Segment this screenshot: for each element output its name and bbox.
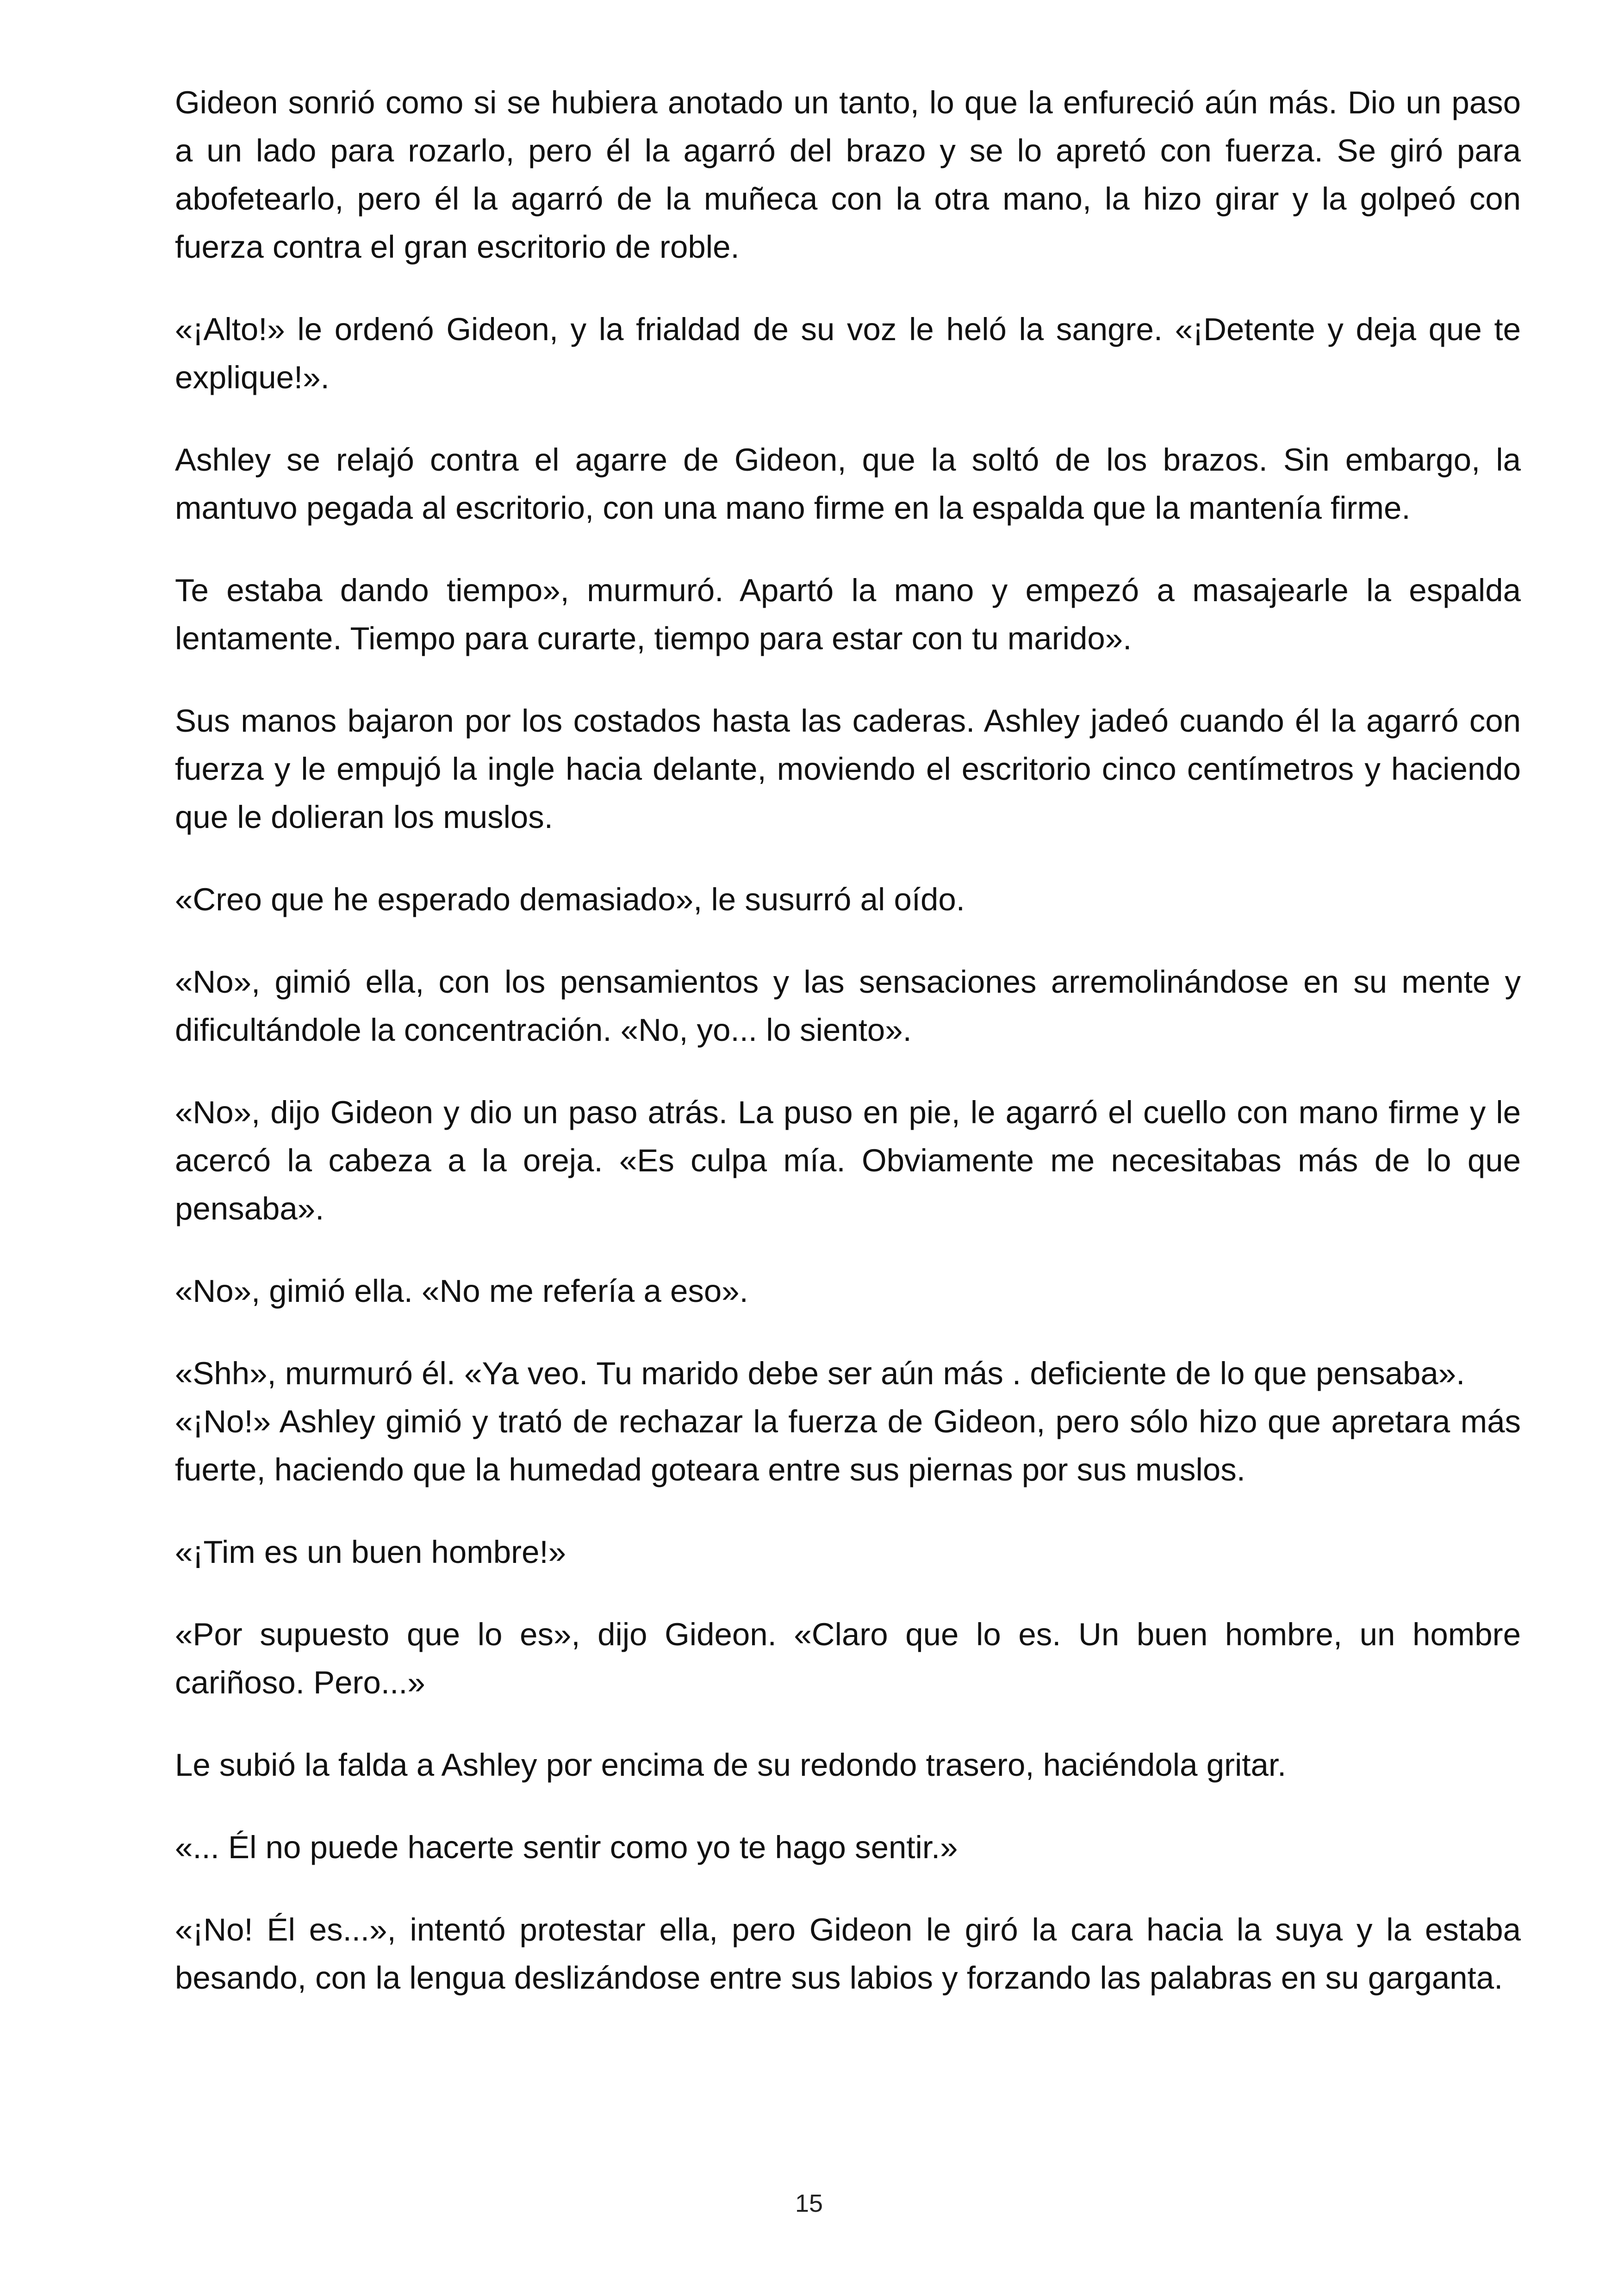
paragraph: «Por supuesto que lo es», dijo Gideon. «Claro que lo es. Un buen hombre, un hombre cariñoso. Pero...» <box>175 1617 1521 1700</box>
paragraph: Te estaba dando tiempo», murmuró. Apartó la mano y empezó a masajearle la espalda lentamente. Tiempo para curarte, tiempo para estar con tu marido». <box>175 572 1521 656</box>
paragraph: Ashley se relajó contra el agarre de Gideon, que la soltó de los brazos. Sin embargo, la mantuvo pegada al escritorio, con una mano firme en la espalda que la mantenía firme. <box>175 442 1521 526</box>
paragraph: «¡No!» Ashley gimió y trató de rechazar la fuerza de Gideon, pero sólo hizo que apretara más fuerte, haciendo que la humedad goteara entre sus piernas por sus muslos. <box>175 1404 1521 1487</box>
paragraph: «¡Alto!» le ordenó Gideon, y la frialdad de su voz le heló la sangre. «¡Detente y deja que te explique!». <box>175 311 1521 395</box>
paragraph: «... Él no puede hacerte sentir como yo te hago sentir.» <box>175 1829 958 1865</box>
paragraph: «No», gimió ella, con los pensamientos y las sensaciones arremolinándose en su mente y dificultándole la concentración. «No, yo... lo siento». <box>175 964 1521 1048</box>
paragraph: «Creo que he esperado demasiado», le susurró al oído. <box>175 882 965 917</box>
paragraph: Gideon sonrió como si se hubiera anotado un tanto, lo que la enfureció aún más. Dio un paso a un lado para rozarlo, pero él la agarró del brazo y se lo apretó con fuerza. Se giró para abofetearlo, pero él la agarró de la muñeca con la otra mano, la hizo girar y la golpeó con fuerza contra el gran escritorio de roble. <box>175 85 1521 265</box>
paragraph: Sus manos bajaron por los costados hasta las caderas. Ashley jadeó cuando él la agarró con fuerza y le empujó la ingle hacia delante, moviendo el escritorio cinco centímetros y haciendo que le dolieran los muslos. <box>175 703 1521 835</box>
paragraph: «No», gimió ella. «No me refería a eso». <box>175 1273 748 1309</box>
paragraph: «Shh», murmuró él. «Ya veo. Tu marido debe ser aún más . deficiente de lo que pensaba». <box>175 1356 1465 1391</box>
paragraph: «¡No! Él es...», intentó protestar ella, pero Gideon le giró la cara hacia la suya y la estaba besando, con la lengua deslizándose entre sus labios y forzando las palabras en su garganta. <box>175 1912 1521 1996</box>
paragraph: Le subió la falda a Ashley por encima de su redondo trasero, haciéndola gritar. <box>175 1747 1287 1783</box>
paragraph: «No», dijo Gideon y dio un paso atrás. La puso en pie, le agarró el cuello con mano firme y le acercó la cabeza a la oreja. «Es culpa mía. Obviamente me necesitabas más de lo que pensaba». <box>175 1095 1521 1226</box>
paragraph: «¡Tim es un buen hombre!» <box>175 1534 566 1570</box>
document-body <box>175 79 1521 2036</box>
page-number: 15 <box>795 2190 823 2217</box>
